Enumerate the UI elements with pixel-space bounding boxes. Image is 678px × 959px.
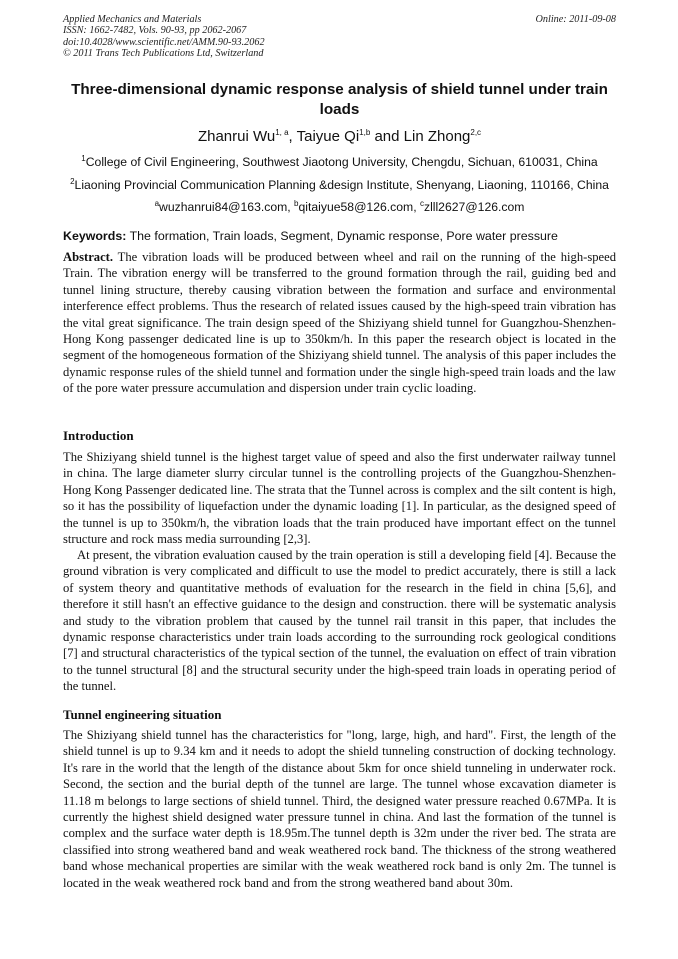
- email-mark: b: [294, 198, 299, 208]
- author-affiliation-mark: 1, a: [275, 128, 289, 137]
- email-list: [59, 200, 620, 215]
- author-separator: ,: [288, 128, 297, 145]
- email-mark: c: [419, 198, 424, 208]
- affiliation: [59, 155, 620, 170]
- email-separator: ,: [287, 200, 295, 214]
- journal-copyright: © 2011 Trans Tech Publications Ltd, Switzerland: [63, 47, 264, 59]
- keywords-text: The formation, Train loads, Segment, Dynamic response, Pore water pressure: [126, 229, 558, 243]
- affiliation-mark: 2: [70, 176, 75, 186]
- email-address: wuzhanrui84@163.com: [159, 200, 288, 214]
- journal-name: Applied Mechanics and Materials: [63, 14, 202, 25]
- email-address: zlll2627@126.com: [423, 200, 525, 214]
- journal-doi: doi:10.4028/www.scientific.net/AMM.90-93.2062: [63, 36, 265, 48]
- email-mark: a: [154, 198, 160, 208]
- abstract-text: The vibration loads will be produced between wheel and rail on the running of the high-speed Train. The vibration energy will be transferred to the ground formation through the rail, guiding bed and tunnel lining structure, thereby causing vibration between the formation and surface and environmental interference effect problems. Thus the research of related issues caused by the high-speed train vibration has the vital great significance. The train design speed of the Shiziyang shield tunnel for Guangzhou-Shenzhen-Hong Kong passenger dedicated line is up to 350km/h. In this paper the research object is located in the segment of the homogeneous formation of the Shiziyang shield tunnel. The analysis of this paper includes the dynamic response rules of the shield tunnel and formation under the single high-speed train loads and the law of the pore water pressure accumulation and dispersion under train cyclic loading.: [63, 250, 616, 396]
- abstract: [63, 249, 616, 397]
- journal-header: [63, 14, 616, 59]
- keywords-label: Keywords:: [63, 229, 127, 243]
- journal-info: [63, 14, 616, 59]
- introduction-paragraph-1: The Shiziyang shield tunnel is the highest target value of speed and also the first underwater railway tunnel in china. The large diameter slurry circular tunnel is the controlling projects of the Guangzhou-Shenzhen-Hong Kong Passenger dedicated line. The strata that the Tunnel across is complex and the silt content is high, so it has the possibility of liquefaction under the dynamic loading [1]. In particular, as the designed speed of the tunnel is up to 350km/h, the vibration loads that the train produced have important effect on the tunnel structure and rock mass media surrounding [2,3].: [63, 450, 616, 547]
- journal-issn: ISSN: 1662-7482, Vols. 90-93, pp 2062-2067: [63, 25, 247, 37]
- keywords: [63, 229, 616, 244]
- author-name: Zhanrui Wu: [197, 128, 276, 145]
- section-heading-tunnel-engineering: Tunnel engineering situation: [63, 707, 222, 722]
- paper-title: Three-dimensional dynamic response analysis of shield tunnel under train loads: [71, 81, 608, 118]
- introduction-paragraph-2: At present, the vibration evaluation caused by the train operation is still a developing field [4]. Because the ground vibration is very complicated and difficult to use the model to predict accurately, there is still a lack of system theory and quantitative methods of evaluation for the research in the field in china [5,6], and therefore it still hasn't an effective guidance to the design and construction. there will be systematic analysis and study to the vibration problem that caused by the tunnel rail transit in this paper, that includes the dynamic response characteristics under train loads according to the surrounding rock geological conditions [7] and structural characteristics of the typical section of the tunnel, the evaluation on effect of train vibration to the tunnel structural [8] and the structural security under the high-speed train loads in operating period of the tunnel.: [63, 548, 616, 694]
- email-address: qitaiyue58@126.com: [298, 200, 414, 214]
- author-affiliation-mark: 1,b: [359, 128, 371, 137]
- author-affiliation-mark: 2,c: [470, 128, 482, 137]
- online-date: Online: 2011-09-08: [535, 14, 616, 25]
- abstract-label: Abstract.: [63, 250, 114, 264]
- author-name: Taiyue Qi: [296, 128, 360, 145]
- section-heading-introduction: Introduction: [63, 428, 134, 443]
- author-list: [63, 128, 616, 146]
- author-name: Lin Zhong: [403, 128, 471, 145]
- email-separator: ,: [413, 200, 420, 214]
- affiliation-text: Liaoning Provincial Communication Planning &design Institute, Shenyang, Liaoning, 110166, China: [74, 178, 609, 192]
- author-separator: and: [370, 128, 404, 145]
- affiliation-text: College of Civil Engineering, Southwest Jiaotong University, Chengdu, Sichuan, 610031, China: [85, 155, 598, 169]
- tunnel-engineering-paragraph-1: The Shiziyang shield tunnel has the characteristics for "long, large, high, and hard". First, the length of the shield tunnel is up to 9.34 km and it needs to adopt the shield tunneling construction of docking technology. It's rare in the world that the length of the distance about 5km for once shield tunneling in underwater rock. Second, the section and the burial depth of the tunnel are large. The tunnel whose excavation diameter is 11.18 m belongs to large sections of shield tunnel. Third, the designed water pressure reached 0.67MPa. It is currently the highest shield designed water pressure tunnel in china. And last the formation of the tunnel is complex and the surface water depth is 18.95m.The tunnel depth is 32m under the river bed. The strata are classified into strong weathered band and weak weathered rock band. The thickness of the strong weathered band whose mechanical properties are similar with the weak weathered rock band is only 2m. The tunnel is located in the weak weathered rock band and from the strong weathered band about 30m.: [63, 728, 616, 890]
- affiliation: [59, 178, 620, 193]
- affiliation-mark: 1: [81, 153, 86, 163]
